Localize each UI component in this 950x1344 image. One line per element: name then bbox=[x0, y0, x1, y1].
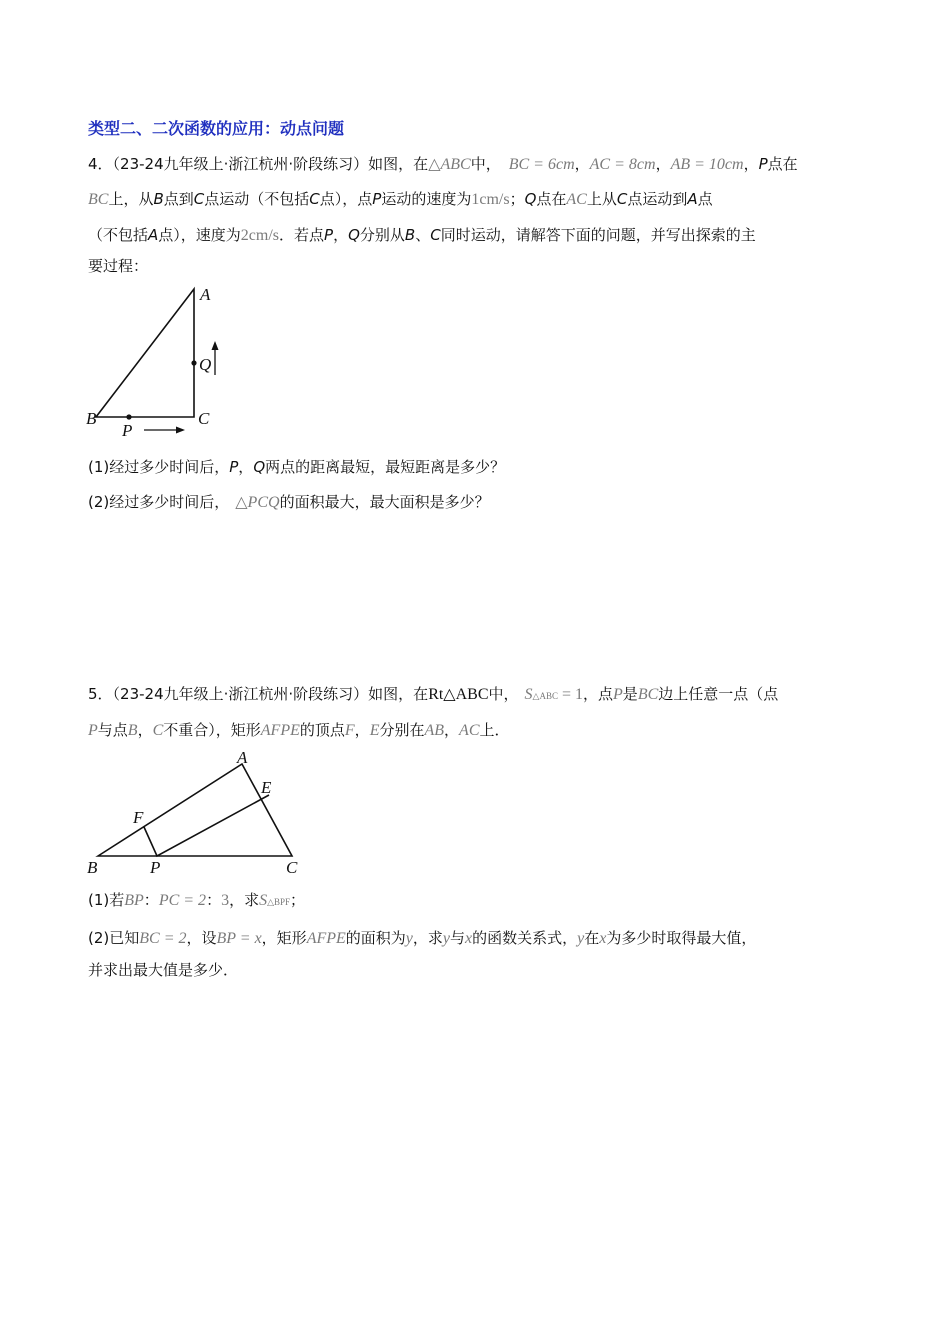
q4-label-q: Q bbox=[199, 355, 212, 374]
q4-ab: AB = 10cm bbox=[670, 156, 744, 173]
q4-text: 中， bbox=[470, 155, 501, 173]
q5-sub1-area bbox=[259, 892, 290, 909]
q4-text: 、 bbox=[415, 226, 431, 244]
q4-var: P bbox=[758, 155, 768, 173]
q5-sub2-var: y bbox=[577, 930, 585, 947]
q4-number: 4． bbox=[88, 155, 113, 173]
q5-var: AB bbox=[424, 722, 445, 739]
q5-figure bbox=[82, 745, 312, 880]
q5-sub1 bbox=[88, 890, 305, 912]
q5-sub2-var: x bbox=[465, 930, 473, 947]
q4-text: 上从 bbox=[586, 190, 617, 208]
q4-var: A bbox=[687, 190, 698, 208]
q5-sub2-text: 在 bbox=[584, 929, 600, 947]
q4-text: 分别从 bbox=[359, 226, 405, 244]
q5-area-s: S bbox=[524, 686, 533, 703]
q4-text: 点 bbox=[697, 190, 713, 208]
q4-label-p: P bbox=[122, 421, 133, 440]
q5-var: BC bbox=[637, 686, 659, 703]
q4-var: Q bbox=[524, 190, 537, 208]
q4-var: P bbox=[372, 190, 382, 208]
q5-sub2 bbox=[88, 928, 756, 949]
q4-bc: BC = 6cm bbox=[508, 156, 575, 173]
q4-var: C bbox=[193, 190, 205, 208]
q5-sub1-text: (1)若 bbox=[88, 891, 125, 909]
q5-sub2-text: 为多少时取得最大值， bbox=[606, 929, 757, 947]
q4-text: 同时运动，请解答下面的问题，并写出探索的主 bbox=[440, 226, 756, 244]
q4-sub1-text: (1)经过多少时间后， bbox=[88, 458, 230, 476]
q5-area-val: = 1 bbox=[557, 686, 583, 703]
q4-text: ．若点 bbox=[279, 226, 325, 244]
q5-sub1-num: 3 bbox=[221, 892, 230, 909]
q4-var: Q bbox=[348, 226, 360, 244]
q5-sub2-text: ，矩形 bbox=[261, 929, 307, 947]
q4-line-4: 要过程： bbox=[88, 257, 149, 275]
q5-line-1 bbox=[88, 684, 778, 706]
q5-var: F bbox=[344, 722, 355, 739]
q4-var: C bbox=[616, 190, 628, 208]
q5-var: E bbox=[369, 722, 380, 739]
q5-label-f: F bbox=[133, 808, 144, 827]
q4-text: 运动的速度为 bbox=[381, 190, 472, 208]
q5-var: AFPE bbox=[260, 722, 300, 739]
q4-text: 点运动（不包括 bbox=[204, 190, 310, 208]
q4-var: B bbox=[404, 226, 416, 244]
q5-source: （23-24九年级上·浙江杭州·阶段练习） bbox=[112, 685, 369, 703]
q5-var: B bbox=[127, 722, 138, 739]
q5-sub1-area-s: S bbox=[259, 892, 268, 909]
q5-sub2-var: x bbox=[599, 930, 607, 947]
q5-sub2-text: (2)已知 bbox=[88, 929, 140, 947]
q4-var: B bbox=[153, 190, 164, 208]
q4-var: AC bbox=[566, 191, 587, 208]
q5-text: ， bbox=[354, 721, 370, 739]
q4-var: C bbox=[309, 190, 320, 208]
q4-text: （不包括 bbox=[88, 226, 149, 244]
q4-sub1-text: ， bbox=[238, 458, 254, 476]
q5-sub2-text: 的面积为 bbox=[345, 929, 406, 947]
q5-line-2 bbox=[88, 720, 510, 741]
q5-sub2-text: 与 bbox=[450, 929, 466, 947]
q5-sub2-var: BC = 2 bbox=[139, 930, 187, 947]
q5-var: P bbox=[613, 686, 623, 703]
q4-text: ， bbox=[743, 155, 759, 173]
q5-label-c: C bbox=[286, 858, 298, 877]
q5-text: 不重合），矩形 bbox=[163, 721, 261, 739]
q4-line-2 bbox=[88, 189, 713, 210]
q5-sub2-var: y bbox=[405, 930, 413, 947]
q5-sub2-var: BP = x bbox=[216, 930, 262, 947]
q5-var: C bbox=[152, 722, 164, 739]
q5-label-e: E bbox=[261, 778, 272, 797]
q5-text: 中， bbox=[488, 685, 519, 703]
q4-sub1-text: 两点的距离最短，最短距离是多少？ bbox=[265, 458, 506, 476]
q5-text: ， bbox=[444, 721, 460, 739]
q4-line-3 bbox=[88, 225, 756, 246]
q4-var: A bbox=[148, 226, 159, 244]
q5-area bbox=[525, 686, 583, 703]
q5-sub1-area-sub: △BPF bbox=[267, 897, 291, 907]
q5-text: 分别在 bbox=[379, 721, 425, 739]
q5-sub1-text: ，求 bbox=[229, 891, 260, 909]
q4-text: ， bbox=[574, 155, 590, 173]
q5-text: 与点 bbox=[97, 721, 128, 739]
q4-sub2-text: 的面积最大，最大面积是多少？ bbox=[279, 493, 490, 511]
q4-text: 点在 bbox=[536, 190, 567, 208]
q5-text: 是 bbox=[622, 685, 638, 703]
q4-text: 上，从 bbox=[108, 190, 154, 208]
q5-label-a: A bbox=[237, 748, 248, 767]
q4-var: C bbox=[430, 226, 441, 244]
q4-arrowhead-q bbox=[212, 341, 219, 350]
q5-text: 如图，在 bbox=[368, 685, 429, 703]
q5-sub2-text: ，求 bbox=[412, 929, 443, 947]
q5-text: 上． bbox=[479, 721, 510, 739]
q4-text: ， bbox=[333, 226, 349, 244]
q4-text: ； bbox=[509, 190, 525, 208]
q5-var: AC bbox=[459, 722, 480, 739]
q4-label-a: A bbox=[200, 285, 211, 304]
q5-sub1-var: BP bbox=[124, 892, 144, 909]
q5-sub2-line-2: 并求出最大值是多少． bbox=[88, 961, 239, 979]
q4-var: P bbox=[324, 226, 334, 244]
q5-area-sub: △ABC bbox=[532, 691, 558, 701]
q4-label-c: C bbox=[198, 409, 210, 428]
q4-text: ， bbox=[655, 155, 671, 173]
q4-text: 点在 bbox=[767, 155, 798, 173]
q4-text: 点），点 bbox=[319, 190, 373, 208]
q5-rectangle-sides bbox=[144, 795, 269, 856]
q5-text: 边上任意一点（点 bbox=[658, 685, 779, 703]
q4-triangle-shape bbox=[96, 289, 194, 417]
q5-label-p: P bbox=[150, 858, 161, 877]
q4-text: 如图，在 bbox=[368, 155, 429, 173]
q5-sub1-text: ： bbox=[206, 891, 222, 909]
q5-text: 的顶点 bbox=[299, 721, 345, 739]
q4-sub1-var: P bbox=[229, 458, 239, 476]
q5-sub2-text: 的函数关系式， bbox=[472, 929, 578, 947]
q5-sub2-text: ，设 bbox=[186, 929, 217, 947]
q4-text: 点到 bbox=[163, 190, 194, 208]
q4-speed-p: 1cm/s bbox=[471, 191, 510, 208]
q4-point-q bbox=[191, 360, 196, 365]
q5-sub1-var: PC = 2 bbox=[158, 892, 207, 909]
q5-number: 5． bbox=[88, 685, 113, 703]
q4-ac: AC = 8cm bbox=[589, 156, 656, 173]
q4-sub2 bbox=[88, 492, 490, 513]
q4-point-p bbox=[126, 414, 131, 419]
q5-sub2-var: y bbox=[442, 930, 451, 947]
q4-label-b: B bbox=[86, 409, 97, 428]
q4-sub1-var: Q bbox=[253, 458, 266, 476]
q5-var: P bbox=[88, 722, 98, 739]
q4-text: 点运动到 bbox=[627, 190, 688, 208]
q5-sub1-text: ； bbox=[290, 891, 306, 909]
q4-figure bbox=[82, 280, 232, 440]
q4-sub2-triangle: △PCQ bbox=[235, 494, 280, 511]
q4-line-1 bbox=[88, 154, 798, 175]
q4-sub1 bbox=[88, 457, 505, 477]
q5-label-b: B bbox=[87, 858, 98, 877]
q5-text: ， bbox=[137, 721, 153, 739]
q5-sub1-text: ： bbox=[143, 891, 159, 909]
q4-sub2-text: (2)经过多少时间后， bbox=[88, 493, 230, 511]
q4-speed-q: 2cm/s bbox=[240, 227, 280, 244]
q4-triangle: △ABC bbox=[428, 156, 471, 173]
q4-arrowhead-p bbox=[176, 427, 185, 434]
q4-source: （23-24九年级上·浙江杭州·阶段练习） bbox=[112, 155, 369, 173]
q5-text: ，点 bbox=[583, 685, 614, 703]
q4-text: 点），速度为 bbox=[158, 226, 241, 244]
q5-rt-triangle: Rt△ABC bbox=[428, 686, 489, 703]
q5-sub2-var: AFPE bbox=[306, 930, 346, 947]
section-heading: 类型二、二次函数的应用：动点问题 bbox=[88, 119, 345, 138]
q4-var: BC bbox=[88, 191, 109, 208]
